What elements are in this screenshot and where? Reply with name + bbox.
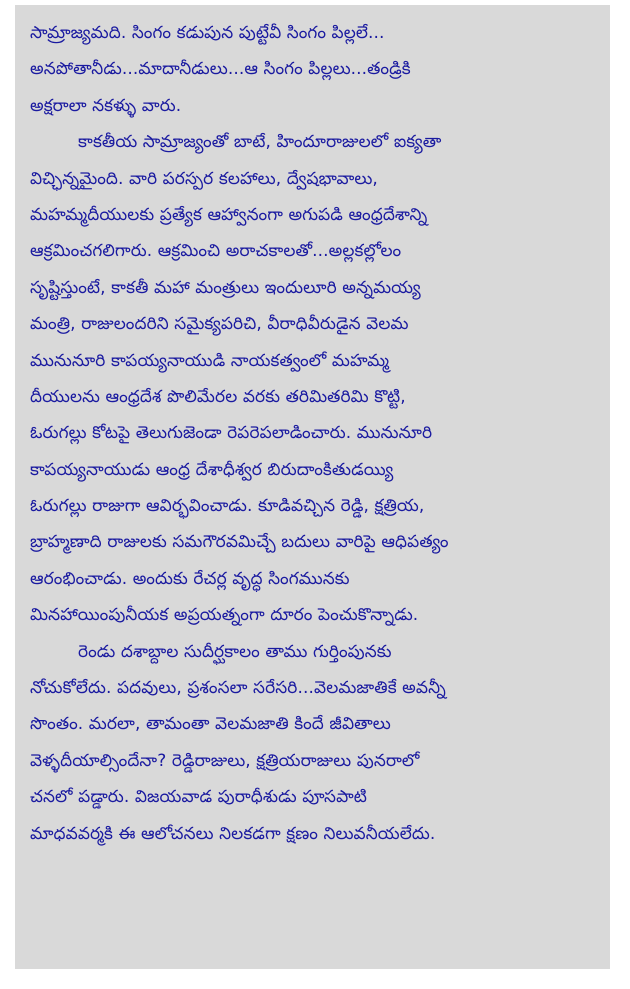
text-line: చనలో పడ్డారు. విజయవాడ పురాధీశుడు పూసపాటి [30,787,367,808]
text-line: మునునూరి కాపయ్యనాయుడి నాయకత్వంలో మహమ్మ [30,350,390,371]
text-line: కాపయ్యనాయుడు ఆంధ్ర దేశాధీశ్వర బిరుదాంకితుడయ్యి [30,459,394,480]
text-line: రెండు దశాబ్దాల సుదీర్ఘకాలం తాము గుర్తింపునకు [78,641,392,662]
text-line: బ్రాహ్మణాది రాజులకు సమగౌరవమిచ్చే బదులు వారిపై ఆధిపత్యం [30,532,449,553]
text-line: ఆక్రమించగలిగారు. ఆక్రమించి అరాచకాలతో...అల్లకల్లోలం [30,241,402,262]
text-line: సామ్రాజ్యమది. సింగం కడుపున పుట్టేవీ సింగం పిల్లలే... [30,23,385,43]
text-line: ఓరుగల్లు రాజుగా ఆవిర్భవించాడు. కూడివచ్చిన రెడ్డి, క్షత్రియ, [30,496,425,517]
text-line: మంత్రి, రాజులందరిని సమైక్యపరిచి, వీరాధివీరుడైన వెలమ [30,314,409,335]
text-line: సృష్టిస్తుంటే, కాకతీ మహా మంత్రులు ఇందులూరి అన్నమయ్య [30,277,421,298]
text-line: దీయులను ఆంధ్రదేశ పొలిమేరల వరకు తరిమితరిమి కొట్టి, [30,386,406,407]
text-line: సొంతం. మరలా, తామంతా వెలమజాతి కిందే జీవితాలు [30,714,391,735]
text-line: మాధవవర్మకి ఈ ఆలోచనలు నిలకడగా క్షణం నిలువనీయలేదు. [30,823,436,844]
text-line: ఆరంభించాడు. అందుకు రేచర్ల వృద్ధ సింగమునకు [30,568,350,589]
text-line: అక్షరాలా నకళ్ళు వారు. [30,95,182,116]
text-line: మహమ్మదీయులకు ప్రత్యేక ఆహ్వానంగా అగుపడి ఆంధ్రదేశాన్ని [30,204,428,225]
paragraph-block [30,15,600,852]
text-line: వెళ్ళదీయాల్సిందేనా? రెడ్డిరాజులు, క్షత్రియరాజులు పునరాలో [30,750,420,771]
text-line: అనపోతానీడు...మాదానీడులు...ఆ సింగం పిల్లలు...తండ్రికి [30,59,411,80]
text-page [15,5,610,969]
text-line: ఓరుగల్లు కోటపై తెలుగుజెండా రెపరెపలాడించారు. మునునూరి [30,423,433,444]
text-line: విచ్ఛిన్నమైంది. వారి పరస్పర కలహాలు, ద్వేషభావాలు, [30,168,378,189]
text-line: నోచుకోలేదు. పదవులు, ప్రశంసలా సరేసరి...వెలమజాతికే అవన్నీ [30,678,446,699]
text-line: మినహాయింపునీయక అప్రయత్నంగా దూరం పెంచుకొన్నాడు. [30,605,419,626]
text-line: కాకతీయ సామ్రాజ్యంతో బాటే, హిందూరాజులలో ఐక్యతా [78,132,442,153]
